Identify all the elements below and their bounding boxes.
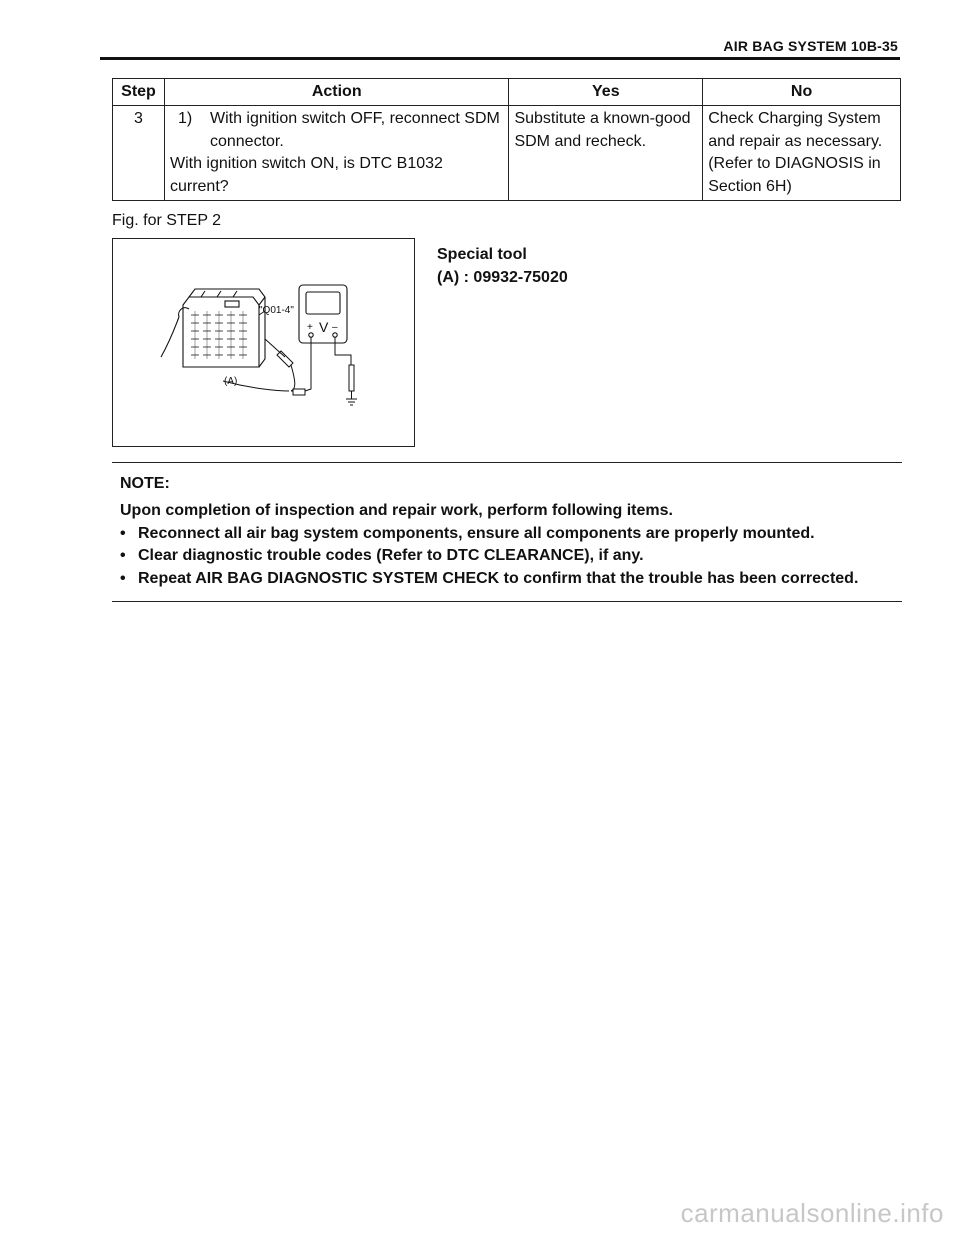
list-item-text: Reconnect all air bag system components, ensure all components are properly mounted.	[138, 524, 815, 542]
note-box	[112, 462, 902, 602]
special-tool-title: Special tool	[437, 246, 527, 263]
bullet-icon: •	[120, 547, 126, 564]
column-header-no: No	[703, 79, 901, 106]
note-list	[120, 523, 858, 591]
bullet-icon: •	[120, 569, 126, 587]
note-intro: Upon completion of inspection and repair work, perform following items.	[120, 502, 673, 519]
tool-label: (A)	[224, 376, 238, 387]
ground-probe	[349, 365, 354, 391]
connector-terminals	[191, 311, 247, 359]
action-cell	[164, 106, 508, 201]
column-header-yes: Yes	[509, 79, 703, 106]
bullet-icon: •	[120, 524, 126, 542]
volt-symbol: V	[319, 319, 329, 335]
list-item	[120, 545, 858, 568]
probe-tip	[265, 339, 285, 357]
column-header-action: Action	[164, 79, 508, 106]
watermark: carmanualsonline.info	[680, 1198, 944, 1228]
column-header-step: Step	[113, 79, 165, 106]
note-body	[120, 500, 858, 590]
diagnostic-step-table	[112, 78, 901, 201]
no-cell: Check Charging System and repair as necessary. (Refer to DIAGNOSIS in Section 6H)	[703, 106, 901, 201]
connector-body	[183, 297, 259, 367]
list-item	[120, 523, 858, 546]
action-question: With ignition switch ON, is DTC B1032 current?	[169, 155, 443, 195]
table-header-row	[113, 79, 901, 106]
action-list-item	[170, 108, 503, 153]
voltmeter-display	[306, 292, 340, 314]
step-number-cell: 3	[113, 106, 165, 201]
figure-box	[112, 238, 415, 447]
yes-cell: Substitute a known-good SDM and recheck.	[509, 106, 703, 201]
list-item	[120, 568, 858, 591]
multimeter-connector-illustration	[113, 239, 414, 446]
figure-caption: Fig. for STEP 2	[112, 212, 222, 229]
minus-sign: –	[332, 322, 338, 333]
special-tool-block	[437, 243, 568, 289]
page-header-title: AIR BAG SYSTEM 10B-35	[723, 38, 898, 54]
terminal-label: "Q01-4"	[259, 305, 294, 316]
list-item-text: Clear diagnostic trouble codes (Refer to DTC CLEARANCE), if any.	[138, 547, 644, 564]
table-row	[113, 106, 901, 201]
action-item-text: With ignition switch OFF, reconnect SDM connector.	[209, 110, 500, 150]
header-rule	[100, 57, 900, 60]
ground-icon	[346, 399, 357, 405]
hand-outline	[161, 317, 179, 357]
action-item-number: 1)	[177, 110, 193, 127]
note-title: NOTE:	[120, 475, 170, 492]
list-item-text: Repeat AIR BAG DIAGNOSTIC SYSTEM CHECK to confirm that the trouble has been corrected.	[138, 569, 859, 587]
special-tool-item: (A) : 09932-75020	[437, 269, 568, 286]
plus-sign: +	[307, 322, 313, 333]
